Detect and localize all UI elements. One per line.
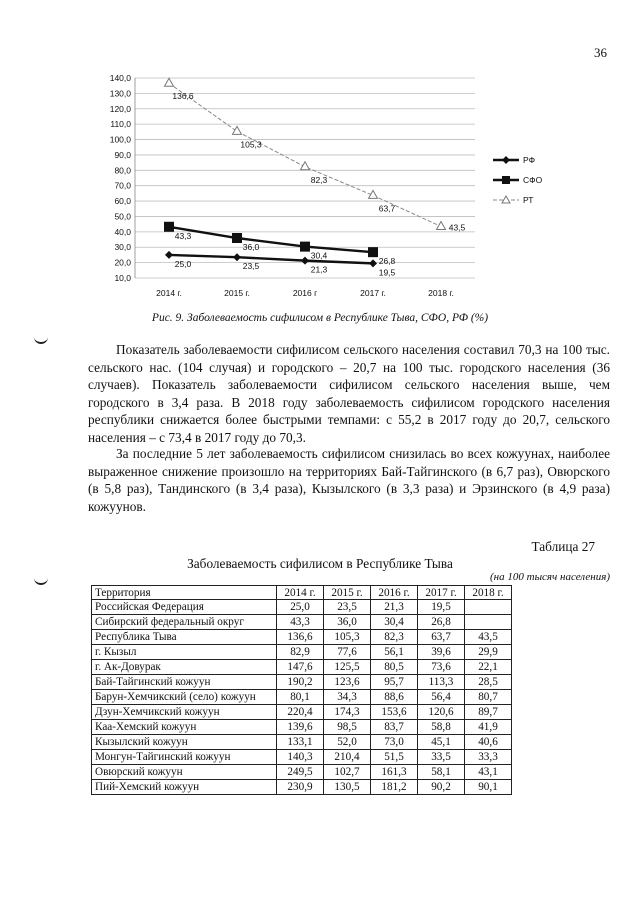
value-cell: 181,2	[371, 780, 418, 795]
table-row	[92, 615, 512, 630]
value-cell: 41,9	[465, 720, 512, 735]
value-cell: 136,6	[277, 630, 324, 645]
value-cell: 52,0	[324, 735, 371, 750]
page-number: 36	[594, 45, 607, 60]
x-tick-label: 2017 г.	[360, 288, 386, 298]
value-cell: 105,3	[324, 630, 371, 645]
value-cell: 210,4	[324, 750, 371, 765]
data-label: 30,4	[310, 250, 328, 261]
series-line-0	[169, 255, 373, 263]
value-cell: 56,1	[371, 645, 418, 660]
data-label: 19,5	[378, 267, 396, 278]
value-cell: 51,5	[371, 750, 418, 765]
value-cell: 88,6	[371, 690, 418, 705]
value-cell: 29,9	[465, 645, 512, 660]
data-label: 43,3	[174, 230, 192, 241]
y-tick-label: 110,0	[110, 119, 131, 130]
table-row	[92, 765, 512, 780]
table-note: (на 100 тысяч населения)	[490, 571, 610, 583]
value-cell: 21,3	[371, 600, 418, 615]
value-cell: 23,5	[324, 600, 371, 615]
territory-cell: Каа-Хемский кожуун	[92, 720, 277, 735]
value-cell: 26,8	[418, 615, 465, 630]
territory-cell: Республика Тыва	[92, 630, 277, 645]
value-cell: 90,1	[465, 780, 512, 795]
value-cell: 45,1	[418, 735, 465, 750]
x-tick-label: 2016 г	[292, 288, 318, 298]
data-label: 21,3	[310, 264, 328, 275]
value-cell: 125,5	[324, 660, 371, 675]
data-point-rt	[301, 162, 310, 170]
value-cell: 39,6	[418, 645, 465, 660]
value-cell: 25,0	[277, 600, 324, 615]
value-cell: 98,5	[324, 720, 371, 735]
y-tick-label: 10,0	[114, 273, 131, 283]
value-cell: 153,6	[371, 705, 418, 720]
value-cell: 43,3	[277, 615, 324, 630]
table-row	[92, 720, 512, 735]
table-row	[92, 780, 512, 795]
data-label: 82,3	[310, 174, 328, 185]
paragraph-rural-urban: Показатель заболеваемости сифилисом сельского населения составил 70,3 на 100 тыс. сельского нас. (104 случая) и городского – 20,7 на 100 тыс. городского населения (36 случаев). Показатель заболеваемости сифилисом сельского населения выше, чем городского в 3,4 раза. В 2018 году заболеваемость сифилисом городского населения республики снижается более быстрыми темпами: с 55,2 в 2017 году до 20,7, сельского населения – с 73,4 в 2017 году до 70,3.	[88, 342, 610, 445]
data-label: 43,5	[448, 222, 466, 233]
x-tick-label: 2014 г.	[156, 288, 182, 298]
value-cell: 19,5	[418, 600, 465, 615]
data-point-rf	[165, 251, 173, 259]
value-cell: 147,6	[277, 660, 324, 675]
data-point-rt	[437, 221, 446, 229]
data-point-sfo	[300, 242, 310, 252]
value-cell: 77,6	[324, 645, 371, 660]
legend-marker-sfo	[502, 176, 510, 184]
y-tick-label: 70,0	[114, 180, 131, 191]
value-cell: 40,6	[465, 735, 512, 750]
data-point-rt	[165, 78, 174, 86]
data-label: 36,0	[242, 242, 260, 252]
value-cell: 80,5	[371, 660, 418, 675]
territory-cell: Барун-Хемчикский (село) кожуун	[92, 690, 277, 705]
territory-cell: Пий-Хемский кожуун	[92, 780, 277, 795]
value-cell: 82,9	[277, 645, 324, 660]
data-point-rt	[233, 126, 242, 134]
x-tick-label: 2018 г.	[428, 288, 454, 298]
value-cell: 80,1	[277, 690, 324, 705]
value-cell: 174,3	[324, 705, 371, 720]
value-cell: 43,1	[465, 765, 512, 780]
value-cell: 36,0	[324, 615, 371, 630]
header-2015: 2015 г.	[324, 586, 371, 600]
legend-marker-rf	[502, 156, 510, 164]
y-tick-label: 130,0	[109, 88, 131, 99]
header-2014: 2014 г.	[277, 586, 324, 600]
table-row	[92, 690, 512, 705]
data-point-rf	[301, 257, 309, 265]
table-title: Заболеваемость сифилисом в Республике Тыва	[187, 556, 453, 571]
header-2018: 2018 г.	[465, 586, 512, 600]
value-cell: 22,1	[465, 660, 512, 675]
table-row	[92, 675, 512, 690]
legend-label: РТ	[523, 195, 534, 205]
table-row	[92, 660, 512, 675]
value-cell: 95,7	[371, 675, 418, 690]
value-cell: 139,6	[277, 720, 324, 735]
value-cell: 102,7	[324, 765, 371, 780]
data-label: 26,8	[378, 256, 396, 267]
y-tick-label: 80,0	[114, 165, 131, 176]
table-header-row	[92, 586, 512, 600]
value-cell: 161,3	[371, 765, 418, 780]
x-tick-label: 2015 г.	[224, 288, 250, 298]
value-cell	[465, 600, 512, 615]
data-label: 23,5	[242, 261, 260, 272]
territory-cell: Дзун-Хемчикский кожуун	[92, 705, 277, 720]
data-label: 136,6	[172, 91, 194, 102]
territory-cell: Сибирский федеральный округ	[92, 615, 277, 630]
value-cell: 90,2	[418, 780, 465, 795]
header-territory: Территория	[92, 586, 277, 600]
data-label: 25,0	[174, 258, 192, 269]
value-cell: 140,3	[277, 750, 324, 765]
data-point-rf	[369, 259, 377, 267]
territory-cell: г. Кызыл	[92, 645, 277, 660]
y-tick-label: 40,0	[114, 226, 131, 237]
y-tick-label: 20,0	[114, 257, 131, 268]
y-tick-label: 120,0	[109, 103, 131, 114]
paragraph-districts: За последние 5 лет заболеваемость сифилисом снизилась во всех кожуунах, наиболее выраженное снижение произошло на территориях Бай-Тайгинского (в 6,7 раз), Овюрского (в 5,8 раз), Тандинского (в 3,4 раза), Кызылского (в 3,3 раза) и Эрзинского (в 4,9 раза) кожуунов.	[88, 446, 610, 514]
value-cell: 63,7	[418, 630, 465, 645]
territory-cell: Российская Федерация	[92, 600, 277, 615]
value-cell: 83,7	[371, 720, 418, 735]
value-cell: 120,6	[418, 705, 465, 720]
territory-cell: г. Ак-Довурак	[92, 660, 277, 675]
value-cell: 82,3	[371, 630, 418, 645]
y-tick-label: 100,0	[109, 134, 131, 145]
data-point-sfo	[232, 233, 242, 243]
data-point-sfo	[368, 247, 378, 257]
y-tick-label: 30,0	[114, 242, 131, 253]
data-label: 63,7	[378, 203, 396, 214]
territory-cell: Кызылский кожуун	[92, 735, 277, 750]
value-cell	[465, 615, 512, 630]
table-row	[92, 705, 512, 720]
value-cell: 56,4	[418, 690, 465, 705]
value-cell: 130,5	[324, 780, 371, 795]
territory-cell: Бай-Тайгинский кожуун	[92, 675, 277, 690]
y-tick-label: 60,0	[114, 196, 131, 207]
table-label: Таблица 27	[531, 539, 595, 554]
syphilis-table	[91, 585, 512, 795]
syphilis-line-chart	[95, 68, 575, 308]
value-cell: 58,1	[418, 765, 465, 780]
value-cell: 230,9	[277, 780, 324, 795]
y-tick-label: 50,0	[114, 211, 131, 222]
y-tick-label: 140,0	[109, 73, 131, 83]
data-label: 105,3	[240, 139, 262, 150]
value-cell: 73,0	[371, 735, 418, 750]
header-2017: 2017 г.	[418, 586, 465, 600]
value-cell: 33,3	[465, 750, 512, 765]
value-cell: 113,3	[418, 675, 465, 690]
margin-mark	[34, 336, 48, 344]
series-line-1	[169, 227, 373, 252]
value-cell: 249,5	[277, 765, 324, 780]
margin-mark	[34, 577, 48, 585]
table-row	[92, 645, 512, 660]
value-cell: 28,5	[465, 675, 512, 690]
table-row	[92, 630, 512, 645]
territory-cell: Овюрский кожуун	[92, 765, 277, 780]
value-cell: 220,4	[277, 705, 324, 720]
value-cell: 80,7	[465, 690, 512, 705]
value-cell: 133,1	[277, 735, 324, 750]
value-cell: 33,5	[418, 750, 465, 765]
value-cell: 89,7	[465, 705, 512, 720]
legend-label: РФ	[523, 155, 536, 165]
header-2016: 2016 г.	[371, 586, 418, 600]
table-row	[92, 600, 512, 615]
data-point-rf	[233, 253, 241, 261]
value-cell: 123,6	[324, 675, 371, 690]
value-cell: 73,6	[418, 660, 465, 675]
value-cell: 58,8	[418, 720, 465, 735]
legend-label: СФО	[523, 175, 543, 185]
value-cell: 34,3	[324, 690, 371, 705]
figure-caption: Рис. 9. Заболеваемость сифилисом в Республике Тыва, СФО, РФ (%)	[151, 312, 489, 324]
table-row	[92, 735, 512, 750]
value-cell: 190,2	[277, 675, 324, 690]
value-cell: 43,5	[465, 630, 512, 645]
table-row	[92, 750, 512, 765]
y-tick-label: 90,0	[114, 149, 131, 160]
value-cell: 30,4	[371, 615, 418, 630]
data-point-sfo	[164, 222, 174, 232]
territory-cell: Монгун-Тайгинский кожуун	[92, 750, 277, 765]
